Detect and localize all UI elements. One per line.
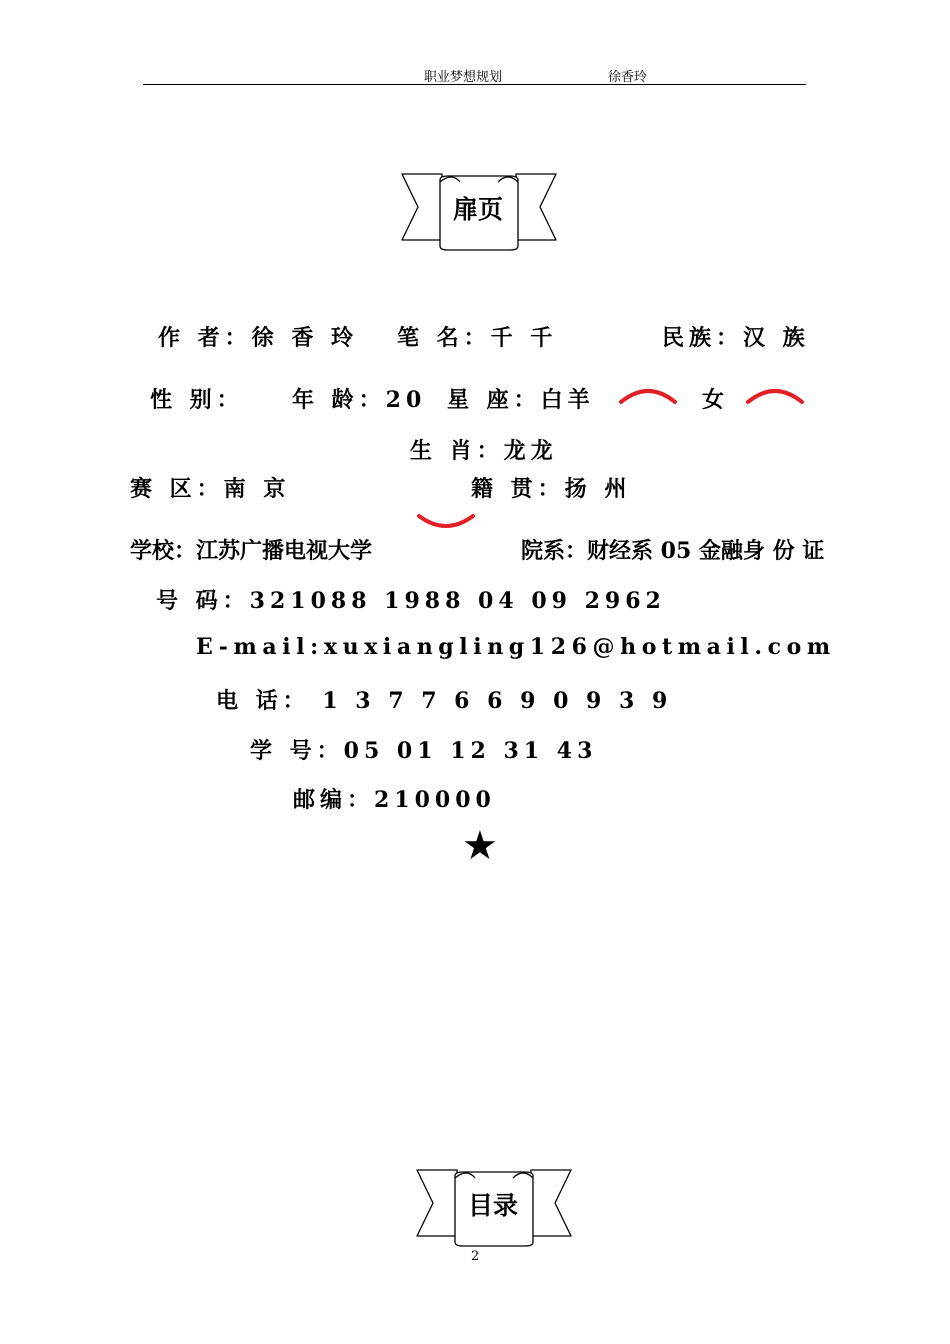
pen-name-field: 笔 名：千 千 [397,325,558,351]
division-field: 赛 区：南 京 [130,476,291,502]
email-field: E-mail:xuxiangling126@hotmail.com [196,634,836,660]
star-icon: ★ [462,823,498,869]
author-field: 作 者：徐 香 玲 [158,325,358,351]
postcode-field: 邮编：210000 [293,787,496,813]
native-place-field: 籍 贯：扬 州 [471,476,632,502]
ethnicity-field: 民族：汉 族 [662,325,810,351]
red-smile-icon [416,512,476,532]
contents-title: 目录 [468,1191,519,1220]
phone-field: 电 话： 1 3 7 7 6 6 9 0 9 3 9 [216,688,673,714]
zodiac-field: 生 肖：龙龙 [410,438,558,464]
constellation-field: 星 座：白羊 [447,387,595,413]
age-field: 年 龄：20 [292,387,427,413]
header-author: 徐香玲 [608,70,648,85]
gender-label: 性 别： [150,387,244,413]
student-id-field: 学 号：05 01 12 31 43 [250,738,598,764]
page-number: 2 [471,1249,480,1264]
header-rule [143,84,806,85]
id-number-field: 号 码：321088 1988 04 09 2962 [156,588,666,614]
red-arc-right-icon [745,384,805,406]
flyleaf-title: 扉页 [453,195,504,224]
gender-value: 女 [702,387,725,413]
school-field: 学校：江苏广播电视大学 [130,538,373,564]
header-doc-title: 职业梦想规划 [424,70,503,85]
department-field: 院系：财经系 05 金融身 份 证 [521,538,825,564]
red-arc-left-icon [618,384,678,406]
